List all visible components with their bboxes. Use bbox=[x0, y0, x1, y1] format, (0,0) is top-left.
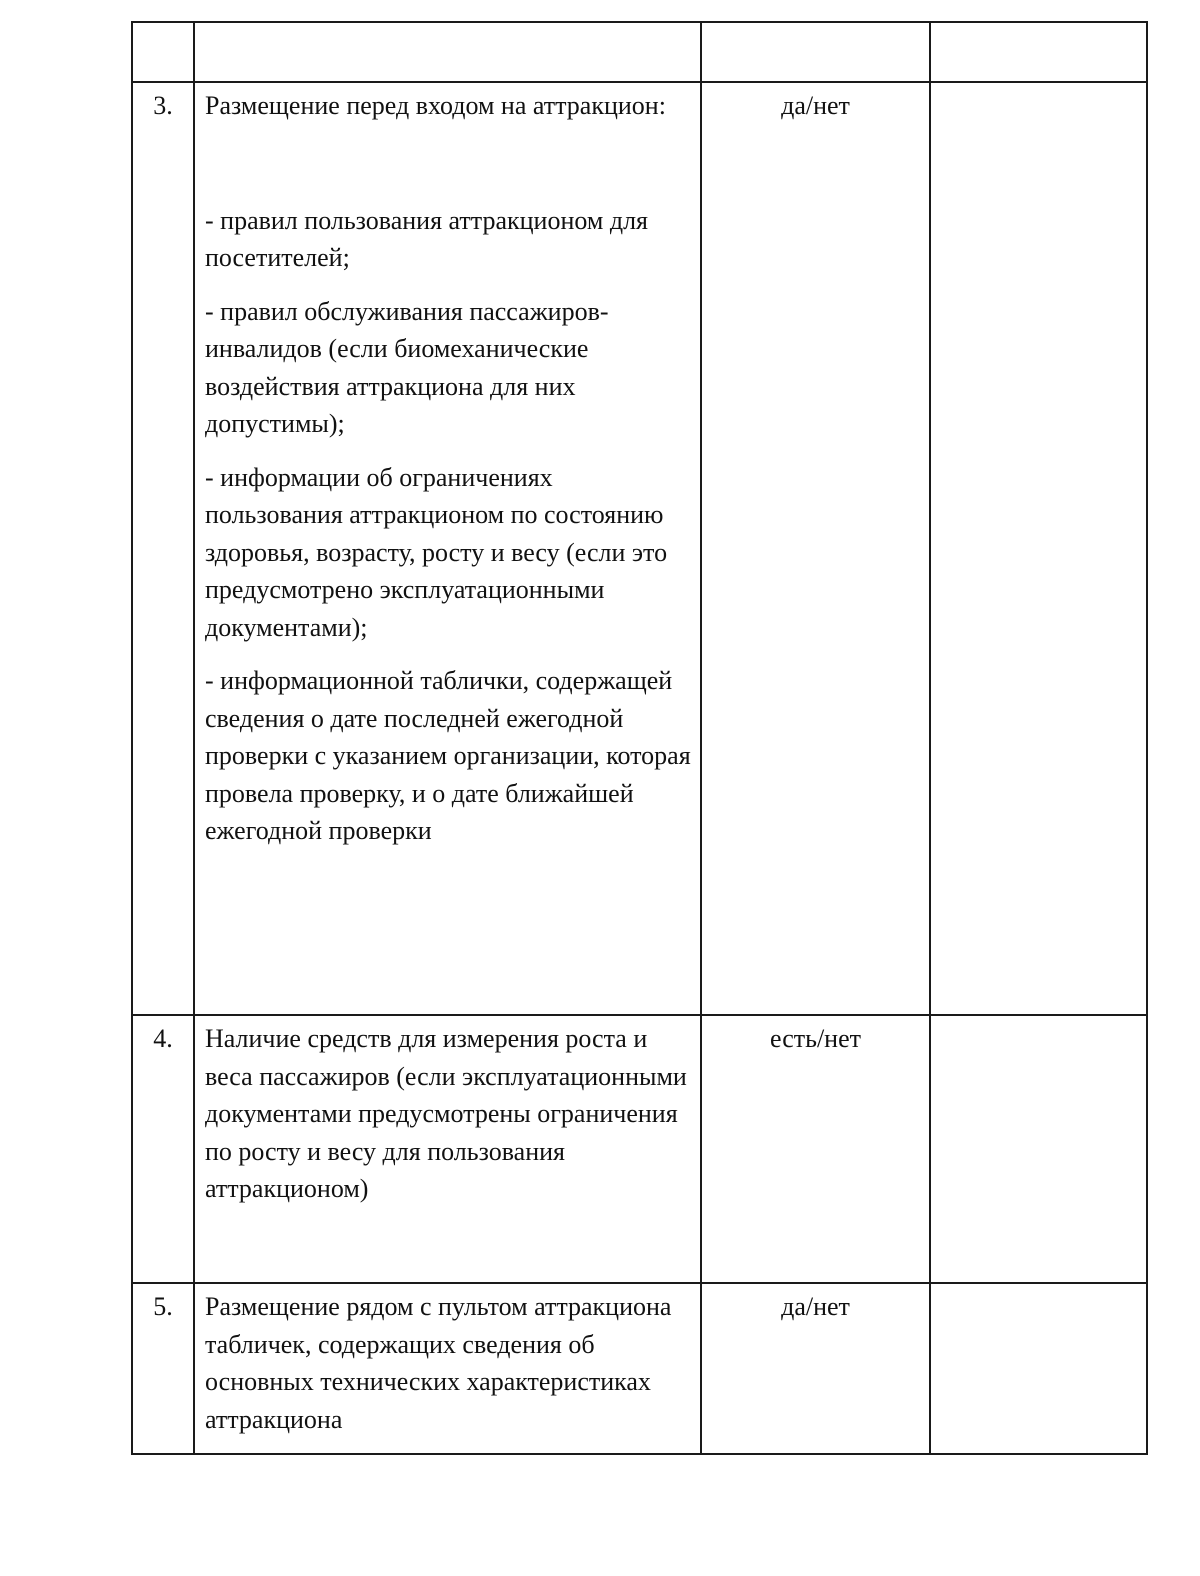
row-extra bbox=[930, 1015, 1147, 1283]
row-item: - правил пользования аттракционом для посетителей; bbox=[205, 205, 649, 272]
row-description bbox=[194, 1283, 701, 1454]
row-description bbox=[194, 82, 701, 1015]
row-value: да/нет bbox=[701, 1283, 930, 1454]
cell-empty-num bbox=[132, 22, 194, 82]
table-row-4 bbox=[132, 1015, 1147, 1283]
row-number: 4. bbox=[132, 1015, 194, 1283]
row-extra bbox=[930, 1283, 1147, 1454]
table-row-empty-header bbox=[132, 22, 1147, 82]
checklist-table bbox=[131, 21, 1148, 1455]
cell-empty-extra bbox=[930, 22, 1147, 82]
row-number: 5. bbox=[132, 1283, 194, 1454]
row-value: да/нет bbox=[701, 82, 930, 1015]
row-description bbox=[194, 1015, 701, 1283]
row-extra bbox=[930, 82, 1147, 1015]
row-item: - информации об ограничениях пользования аттракционом по состоянию здоровья, возрасту, росту и весу (если это предусмотрено эксплуатационными документами); bbox=[205, 462, 668, 642]
cell-empty-value bbox=[701, 22, 930, 82]
row-item: - правил обслуживания пассажиров-инвалидов (если биомеханические воздействия аттракциона для них допустимы); bbox=[205, 296, 609, 438]
table-row-5 bbox=[132, 1283, 1147, 1454]
row-title: Размещение рядом с пультом аттракциона табличек, содержащих сведения об основных технических характеристиках аттракциона bbox=[205, 1292, 672, 1434]
cell-empty-text bbox=[194, 22, 701, 82]
row-value: есть/нет bbox=[701, 1015, 930, 1283]
row-title: Размещение перед входом на аттракцион: bbox=[205, 91, 666, 120]
table-row-3 bbox=[132, 82, 1147, 1015]
row-item: - информационной таблички, содержащей сведения о дате последней ежегодной проверки с указанием организации, которая провела проверку, и о дате ближайшей ежегодной проверки bbox=[205, 666, 691, 845]
row-title: Наличие средств для измерения роста и веса пассажиров (если эксплуатационными документами предусмотрены ограничения по росту и весу для пользования аттракционом) bbox=[205, 1024, 687, 1203]
row-number: 3. bbox=[132, 82, 194, 1015]
